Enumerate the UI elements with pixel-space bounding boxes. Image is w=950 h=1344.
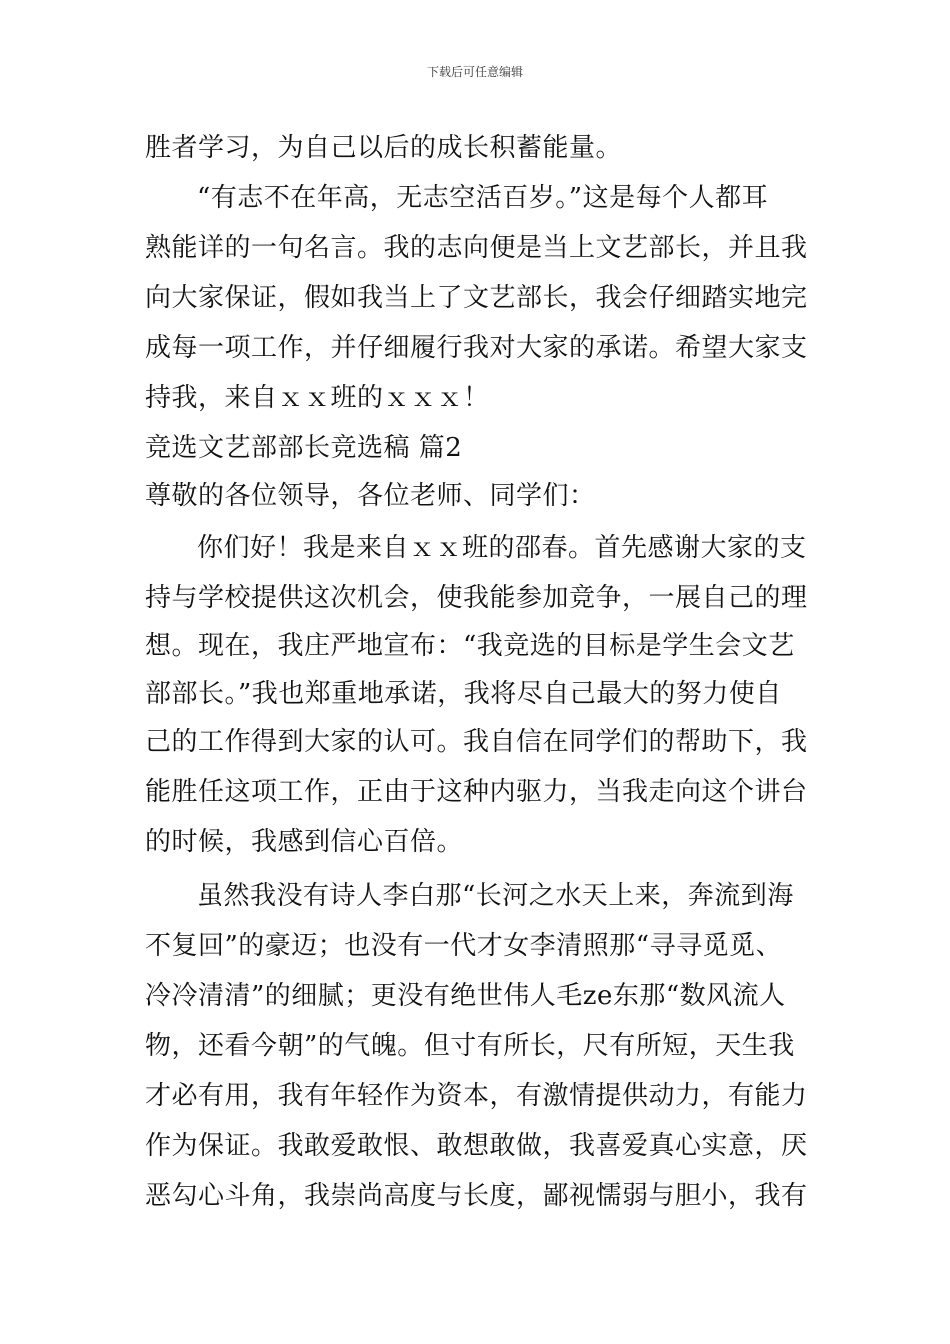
salutation-line: 尊敬的各位领导，各位老师、同学们： bbox=[145, 481, 596, 511]
page-header: 下载后可任意编辑 bbox=[426, 65, 523, 79]
paragraph-start-line: 虽然我没有诗人李白那“长河之水天上来，奔流到海 bbox=[197, 881, 794, 911]
paragraph-start-line: “有志不在年高，无志空活百岁。”这是每个人都耳 bbox=[197, 183, 769, 213]
text-line: 己的工作得到大家的认可。我自信在同学们的帮助下，我 bbox=[145, 727, 808, 757]
text-line: 持我，来自ｘｘ班的ｘｘｘ！ bbox=[145, 383, 490, 413]
text-line: 成每一项工作，并仔细履行我对大家的承诺。希望大家支 bbox=[145, 333, 808, 363]
text-line: 部部长。”我也郑重地承诺，我将尽自己最大的努力使自 bbox=[145, 679, 782, 709]
text-line: 持与学校提供这次机会，使我能参加竞争，一展自己的理 bbox=[145, 583, 808, 613]
text-line: 才必有用，我有年轻作为资本，有激情提供动力，有能力 bbox=[145, 1081, 808, 1111]
text-line: 熟能详的一句名言。我的志向便是当上文艺部长，并且我 bbox=[145, 233, 808, 263]
text-line: 物，还看今朝”的气魄。但寸有所长，尺有所短，天生我 bbox=[145, 1031, 795, 1061]
text-line: 不复回”的豪迈；也没有一代才女李清照那“寻寻觅觅、 bbox=[145, 931, 783, 961]
text-line: 冷冷清清”的细腻；更没有绝世伟人毛ze东那“数风流人 bbox=[145, 981, 786, 1011]
text-line: 想。现在，我庄严地宣布：“我竞选的目标是学生会文艺 bbox=[145, 631, 795, 661]
text-line: 向大家保证，假如我当上了文艺部长，我会仔细踏实地完 bbox=[145, 283, 808, 313]
text-line: 的时候，我感到信心百倍。 bbox=[145, 827, 464, 857]
text-line: 作为保证。我敢爱敢恨、敢想敢做，我喜爱真心实意，厌 bbox=[145, 1131, 808, 1161]
text-line: 胜者学习，为自己以后的成长积蓄能量。 bbox=[145, 133, 623, 163]
text-line: 能胜任这项工作，正由于这种内驱力，当我走向这个讲台 bbox=[145, 777, 808, 807]
text-line: 恶勾心斗角，我崇尚高度与长度，鄙视懦弱与胆小，我有 bbox=[145, 1181, 808, 1211]
paragraph-start-line: 你们好！我是来自ｘｘ班的邵春。首先感谢大家的支 bbox=[197, 533, 807, 563]
section-heading: 竞选文艺部部长竞选稿 篇2 bbox=[145, 433, 463, 463]
